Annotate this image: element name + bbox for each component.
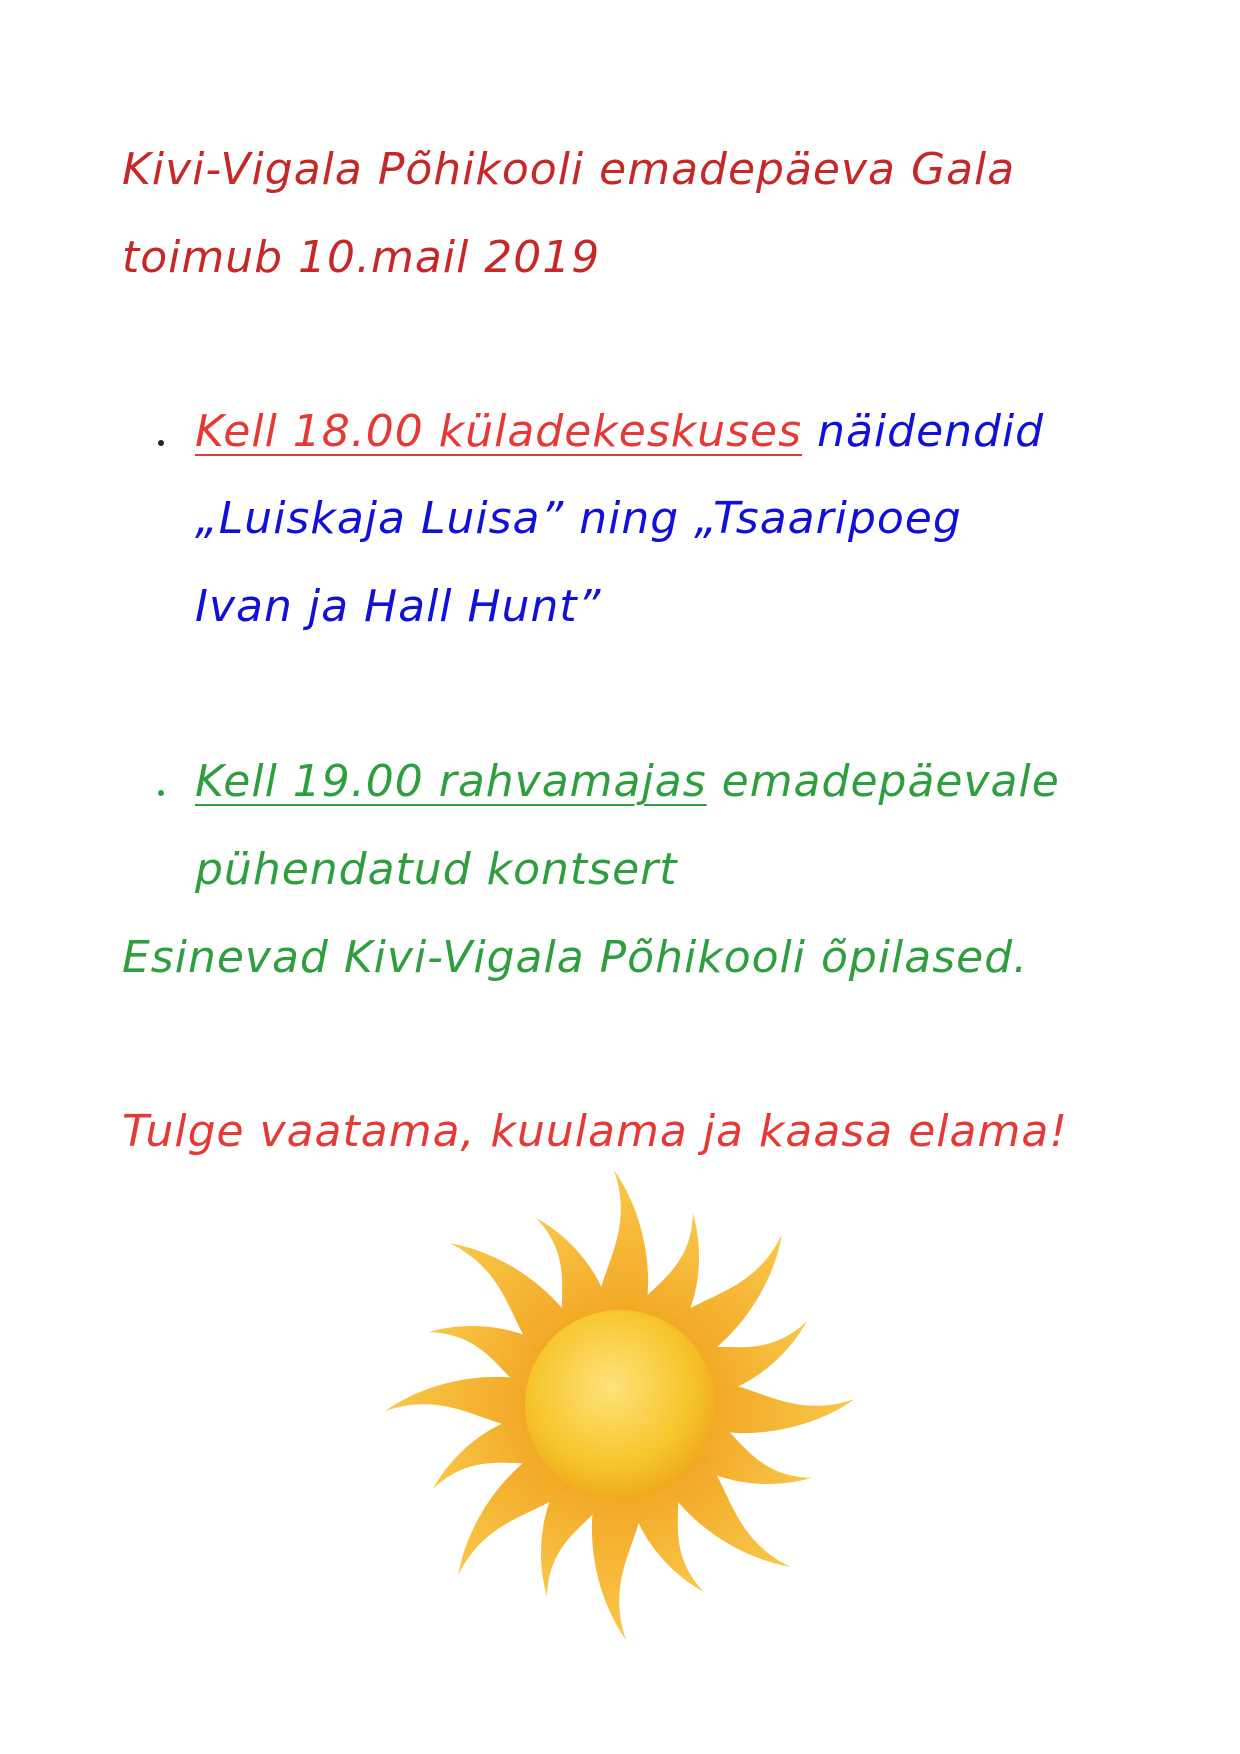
invitation-text: Tulge vaatama, kuulama ja kaasa elama! (122, 1106, 1068, 1157)
event-1-text-1: näidendid (817, 406, 1045, 457)
sun-ray (385, 1377, 540, 1428)
heading-line-2: toimub 10.mail 2019 (122, 232, 601, 283)
event-1-line-1 (195, 406, 1045, 457)
performers-text: Esinevad Kivi-Vigala Põhikooli õpilased. (122, 932, 1029, 983)
sun-icon (375, 1160, 865, 1650)
event-2-text-1: emadepäevale (721, 756, 1060, 807)
sun-ray (700, 1382, 855, 1433)
bullet-2 (158, 790, 164, 796)
heading-line-1: Kivi-Vigala Põhikooli emadepäeva Gala (122, 144, 1016, 195)
event-1-line-2: „Luiskaja Luisa” ning „Tsaaripoeg (195, 493, 962, 544)
event-2-time-place: Kell 19.00 rahvamajas (195, 756, 707, 807)
event-2-line-2: pühendatud kontsert (195, 844, 678, 895)
event-1-time-place: Kell 18.00 küladekeskuses (195, 406, 803, 457)
event-1-line-3: Ivan ja Hall Hunt” (195, 581, 602, 632)
sun-ray (592, 1485, 643, 1640)
bullet-1 (158, 440, 164, 446)
event-2-line-1 (195, 756, 1060, 807)
sun-core (525, 1310, 715, 1500)
